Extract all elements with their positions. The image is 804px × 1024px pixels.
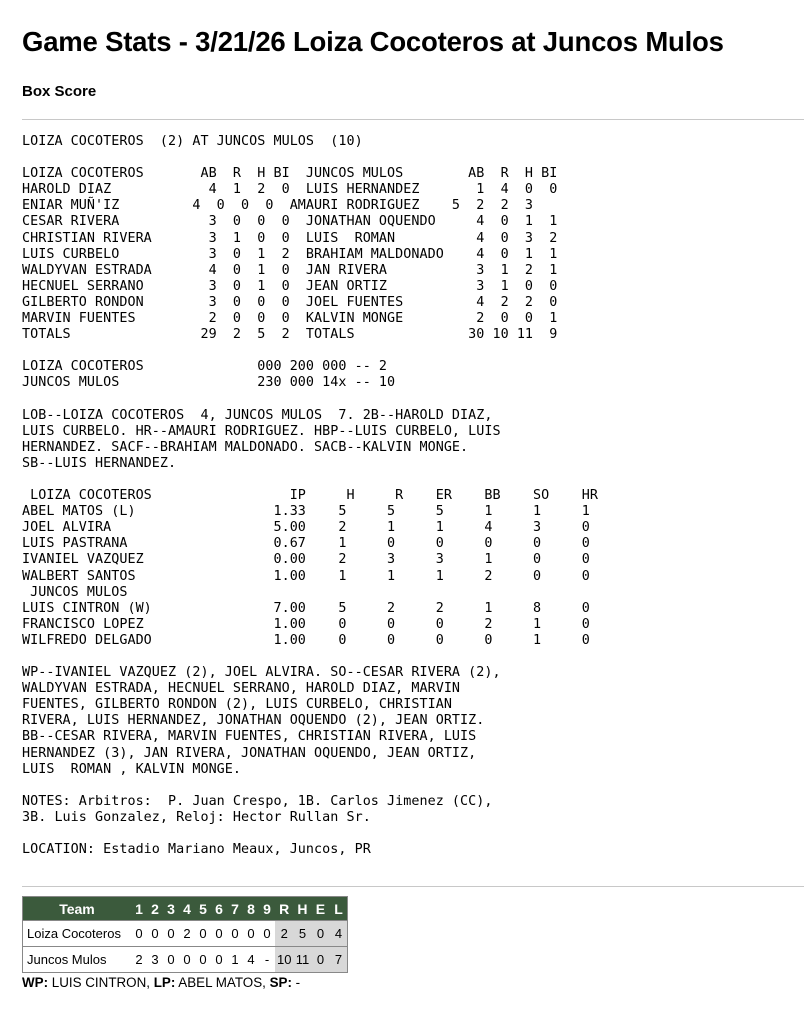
section-title-box-score: Box Score xyxy=(22,83,97,100)
inning-score: 1 xyxy=(227,947,243,973)
column-header-inning-9: 9 xyxy=(259,897,275,921)
team-name: Juncos Mulos xyxy=(23,947,132,973)
divider-bottom xyxy=(22,886,804,887)
total-left-on-base: 4 xyxy=(329,921,348,947)
column-header-inning-1: 1 xyxy=(131,897,147,921)
winning-pitcher-label: WP: xyxy=(22,975,49,990)
pitching-decisions xyxy=(22,975,300,990)
table-row xyxy=(23,921,348,947)
inning-score: 0 xyxy=(195,947,211,973)
inning-score: 2 xyxy=(179,921,195,947)
losing-pitcher-label: LP: xyxy=(153,975,176,990)
column-header-inning-7: 7 xyxy=(227,897,243,921)
save-pitcher-label: SP: xyxy=(269,975,292,990)
inning-score: 0 xyxy=(179,947,195,973)
linescore-table xyxy=(22,896,348,973)
column-header-inning-5: 5 xyxy=(195,897,211,921)
page-title: Game Stats - 3/21/26 Loiza Cocoteros at Juncos Mulos xyxy=(22,26,724,57)
column-header-inning-2: 2 xyxy=(147,897,163,921)
column-header-inning-3: 3 xyxy=(163,897,179,921)
total-hits: 11 xyxy=(293,947,311,973)
table-row xyxy=(23,947,348,973)
linescore-header-row xyxy=(23,897,348,921)
losing-pitcher: ABEL MATOS, xyxy=(178,975,266,990)
save-pitcher: - xyxy=(295,975,301,990)
column-header-hits: H xyxy=(293,897,311,921)
column-header-errors: E xyxy=(311,897,329,921)
column-header-runs: R xyxy=(275,897,293,921)
inning-score: 0 xyxy=(163,921,179,947)
column-header-inning-6: 6 xyxy=(211,897,227,921)
winning-pitcher: LUIS CINTRON, xyxy=(51,975,150,990)
inning-score: 3 xyxy=(147,947,163,973)
team-name: Loiza Cocoteros xyxy=(23,921,132,947)
inning-score: 0 xyxy=(147,921,163,947)
divider-top xyxy=(22,119,804,120)
inning-score: 0 xyxy=(195,921,211,947)
inning-score: 2 xyxy=(131,947,147,973)
column-header-left-on-base: L xyxy=(329,897,348,921)
inning-score: 0 xyxy=(163,947,179,973)
total-errors: 0 xyxy=(311,947,329,973)
total-hits: 5 xyxy=(293,921,311,947)
inning-score: 0 xyxy=(211,947,227,973)
total-runs: 2 xyxy=(275,921,293,947)
column-header-inning-4: 4 xyxy=(179,897,195,921)
inning-score: - xyxy=(259,947,275,973)
column-header-team: Team xyxy=(23,897,132,921)
box-score-text: LOIZA COCOTEROS (2) AT JUNCOS MULOS (10) LOIZA COCOTEROS AB R H BI JUNCOS MULOS AB R H BI HAROLD DIAZ 4 1 2 0 LUIS HERNANDEZ 1 4 0 0 ENIAR MUÑ'IZ 4 0 0 0 AMAURI RODRIGUEZ 5 2 2 3 CESAR RIVERA 3 0 0 0 JONATHAN OQUENDO 4 0 1 1 CHRISTIAN RIVERA 3 1 0 0 LUIS ROMAN 4 0 3 2 LUIS CURBELO 3 0 1 2 BRAHIAM MALDONADO 4 0 1 1 WALDYVAN ESTRADA 4 0 1 0 JAN RIVERA 3 1 2 1 HECNUEL SERRANO 3 0 1 0 JEAN ORTIZ 3 1 0 0 GILBERTO RONDON 3 0 0 0 JOEL FUENTES 4 2 2 0 MARVIN FUENTES 2 0 0 0 KALVIN MONGE 2 0 0 1 TOTALS 29 2 5 2 TOTALS 30 10 11 9 LOIZA COCOTEROS 000 200 000 -- 2 JUNCOS MULOS 230 000 14x -- 10 LOB--LOIZA COCOTEROS 4, JUNCOS MULOS 7. 2B--HAROLD DIAZ, LUIS CURBELO. HR--AMAURI RODRIGUEZ. HBP--LUIS CURBELO, LUIS HERNANDEZ. SACF--BRAHIAM MALDONADO. SACB--KALVIN MONGE. SB--LUIS HERNANDEZ. LOIZA COCOTEROS IP H R ER BB SO HR ABEL MATOS (L) 1.33 5 5 5 1 1 1 JOEL ALVIRA 5.00 2 1 1 4 3 0 LUIS PASTRANA 0.67 1 0 0 0 0 0 IVANIEL VAZQUEZ 0.00 2 3 3 1 0 0 WALBERT SANTOS 1.00 1 1 1 2 0 0 JUNCOS MULOS LUIS CINTRON (W) 7.00 5 2 2 1 8 0 FRANCISCO LOPEZ 1.00 0 0 0 2 1 0 WILFREDO DELGADO 1.00 0 0 0 0 1 0 WP--IVANIEL VAZQUEZ (2), JOEL ALVIRA. SO--CESAR RIVERA (2), WALDYVAN ESTRADA, HECNUEL SERRANO, HAROLD DIAZ, MARVIN FUENTES, GILBERTO RONDON (2), LUIS CURBELO, CHRISTIAN RIVERA, LUIS HERNANDEZ, JONATHAN OQUENDO (2), JEAN ORTIZ. BB--CESAR RIVERA, MARVIN FUENTES, CHRISTIAN RIVERA, LUIS HERNANDEZ (3), JAN RIVERA, JONATHAN OQUENDO, JEAN ORTIZ, LUIS ROMAN , KALVIN MONGE. NOTES: Arbitros: P. Juan Crespo, 1B. Carlos Jimenez (CC), 3B. Luis Gonzalez, Reloj: Hector Rullan Sr. LOCATION: Estadio Mariano Meaux, Juncos, PR xyxy=(22,134,598,858)
total-errors: 0 xyxy=(311,921,329,947)
inning-score: 0 xyxy=(243,921,259,947)
column-header-inning-8: 8 xyxy=(243,897,259,921)
inning-score: 0 xyxy=(227,921,243,947)
inning-score: 4 xyxy=(243,947,259,973)
inning-score: 0 xyxy=(259,921,275,947)
inning-score: 0 xyxy=(131,921,147,947)
total-runs: 10 xyxy=(275,947,293,973)
total-left-on-base: 7 xyxy=(329,947,348,973)
inning-score: 0 xyxy=(211,921,227,947)
